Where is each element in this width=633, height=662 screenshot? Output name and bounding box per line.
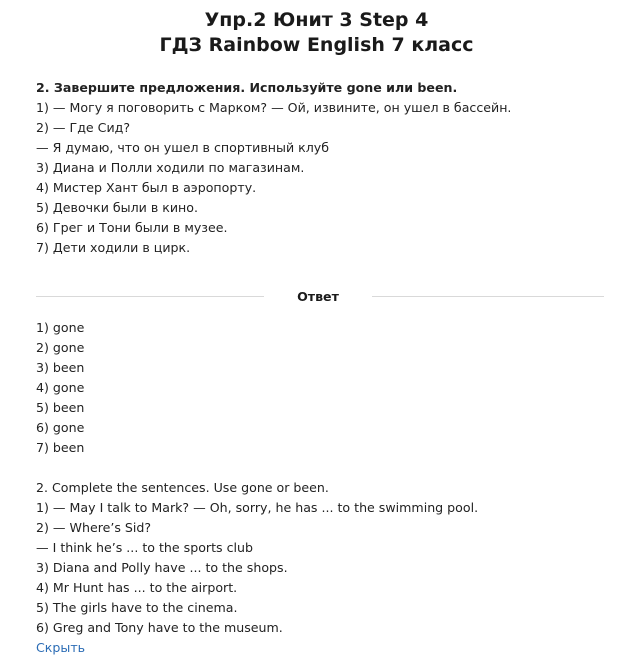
answer-item: 7) been xyxy=(36,440,85,455)
task-line-ru: 2) — Где Сид? xyxy=(36,120,131,135)
task-line-en: 1) — May I talk to Mark? — Oh, sorry, he has ... to the swimming pool. xyxy=(36,500,479,515)
task-line-en: 2) — Where’s Sid? xyxy=(36,520,152,535)
task-line-en: 3) Diana and Polly have ... to the shops. xyxy=(36,560,288,575)
hide-link[interactable]: Скрыть xyxy=(36,640,86,655)
answer-item: 3) been xyxy=(36,360,85,375)
answer-title: Ответ xyxy=(297,289,339,304)
answer-divider-right xyxy=(372,296,604,297)
answer-item: 2) gone xyxy=(36,340,85,355)
task-line-ru: 4) Мистер Хант был в аэропорту. xyxy=(36,180,257,195)
answer-list xyxy=(36,318,606,458)
task-english xyxy=(36,478,606,638)
page-title-line-1: Упр.2 Юнит 3 Step 4 xyxy=(204,9,429,31)
task-line-ru: 6) Грег и Тони были в музее. xyxy=(36,220,228,235)
answer-item: 5) been xyxy=(36,400,85,415)
answer-item: 1) gone xyxy=(36,320,85,335)
task-line-en: 5) The girls have to the cinema. xyxy=(36,600,238,615)
task-line-en: 6) Greg and Tony have to the museum. xyxy=(36,620,283,635)
task-line-en: — I think he’s ... to the sports club xyxy=(36,540,253,555)
page-title-line-2: ГДЗ Rainbow English 7 класс xyxy=(159,34,474,56)
task-line-ru: 1) — Могу я поговорить с Марком? — Ой, извините, он ушел в бассейн. xyxy=(36,100,512,115)
task-russian xyxy=(36,78,606,258)
answer-divider-left xyxy=(36,296,264,297)
task-line-ru: 3) Диана и Полли ходили по магазинам. xyxy=(36,160,305,175)
task-heading-ru: 2. Завершите предложения. Используйте gone или been. xyxy=(36,80,458,95)
task-line-ru: 7) Дети ходили в цирк. xyxy=(36,240,191,255)
answer-item: 6) gone xyxy=(36,420,85,435)
answer-item: 4) gone xyxy=(36,380,85,395)
task-line-en: 4) Mr Hunt has ... to the airport. xyxy=(36,580,238,595)
task-line-ru: 5) Девочки были в кино. xyxy=(36,200,198,215)
task-heading-en: 2. Complete the sentences. Use gone or been. xyxy=(36,480,329,495)
task-line-ru: — Я думаю, что он ушел в спортивный клуб xyxy=(36,140,330,155)
